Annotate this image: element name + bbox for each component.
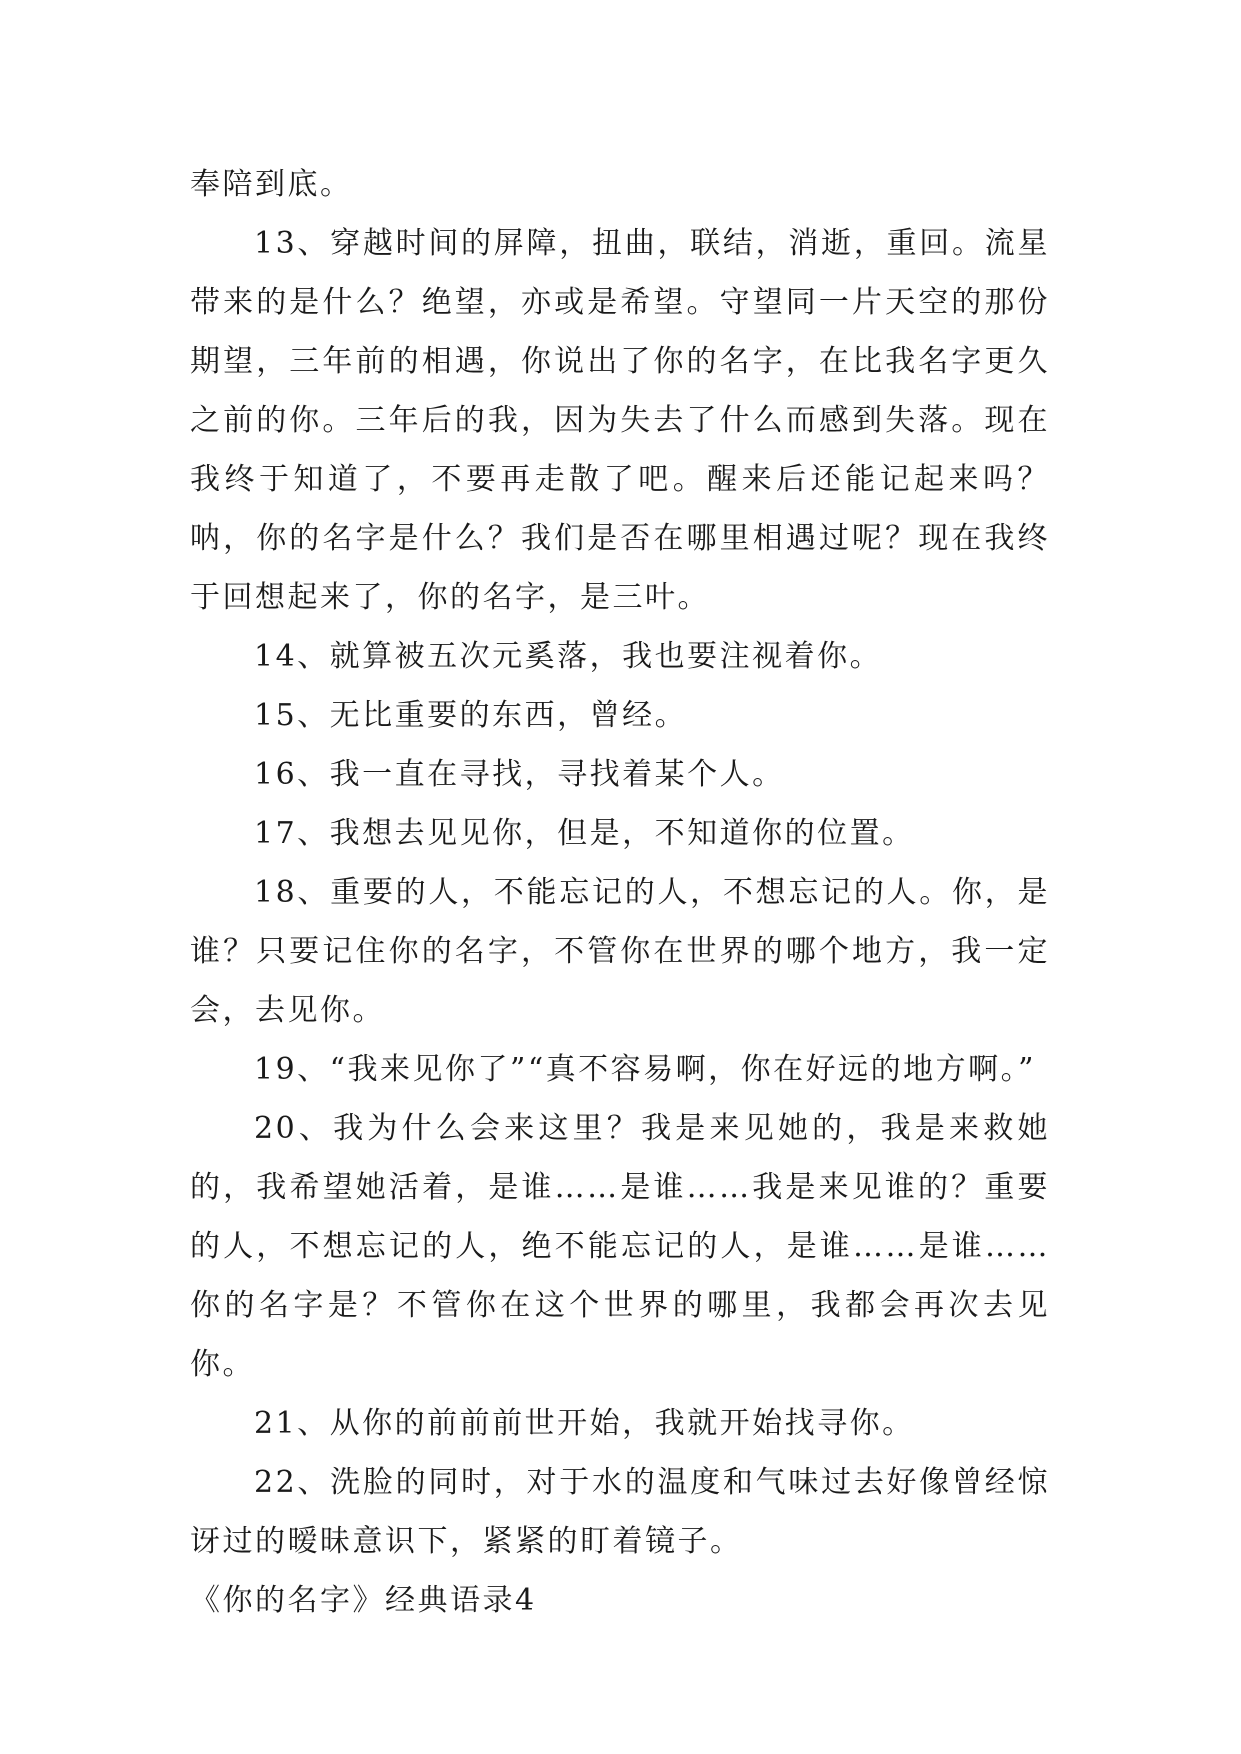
document-page: [190, 155, 1050, 1630]
quote-16: 16、我一直在寻找，寻找着某个人。: [254, 757, 785, 792]
quote-20: 20、我为什么会来这里？我是来见她的，我是来救她的，我希望她活着，是谁……是谁……我是来见谁的？重要的人，不想忘记的人，绝不能忘记的人，是谁……是谁……你的名字是？不管你在这个世界的哪里，我都会再次去见你。: [190, 1111, 1050, 1382]
paragraph-continuation: 奉陪到底。: [190, 167, 353, 202]
section-heading: 《你的名字》经典语录4: [190, 1583, 537, 1618]
quote-18: 18、重要的人，不能忘记的人，不想忘记的人。你，是谁？只要记住你的名字，不管你在世界的哪个地方，我一定会，去见你。: [190, 875, 1050, 1028]
quote-19: 19、“我来见你了”“真不容易啊，你在好远的地方啊。”: [254, 1052, 1037, 1087]
quote-22: 22、洗脸的同时，对于水的温度和气味过去好像曾经惊讶过的暧昧意识下，紧紧的盯着镜子。: [190, 1465, 1050, 1559]
quote-17: 17、我想去见见你，但是，不知道你的位置。: [254, 816, 915, 851]
quote-21: 21、从你的前前前世开始，我就开始找寻你。: [254, 1406, 915, 1441]
quote-15: 15、无比重要的东西，曾经。: [254, 698, 688, 733]
quote-13: 13、穿越时间的屏障，扭曲，联结，消逝，重回。流星带来的是什么？绝望，亦或是希望。守望同一片天空的那份期望，三年前的相遇，你说出了你的名字，在比我名字更久之前的你。三年后的我，因为失去了什么而感到失落。现在我终于知道了，不要再走散了吧。醒来后还能记起来吗？呐，你的名字是什么？我们是否在哪里相遇过呢？现在我终于回想起来了，你的名字，是三叶。: [190, 226, 1050, 615]
quote-14: 14、就算被五次元奚落，我也要注视着你。: [254, 639, 883, 674]
